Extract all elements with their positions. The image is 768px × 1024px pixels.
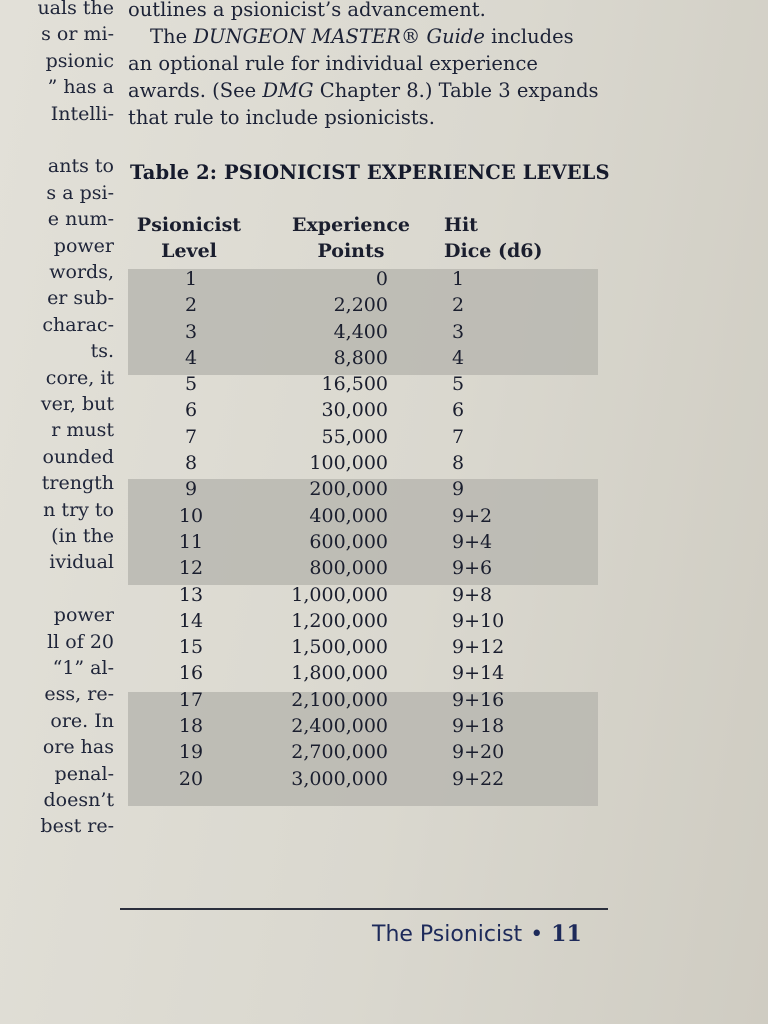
left-column-line: e num- <box>47 208 114 231</box>
level-cell: 3 <box>184 320 198 343</box>
xp-cell: 600,000 <box>309 530 388 553</box>
xp-cell: 3,000,000 <box>291 767 388 790</box>
left-column-line: ver, but <box>40 393 114 415</box>
level-cell: 6 <box>184 399 198 422</box>
table-row <box>128 555 598 581</box>
header-hd-line2: Dice (d6) <box>444 240 543 262</box>
xp-cell: 2,100,000 <box>291 688 388 711</box>
left-column-line: “1” al- <box>52 657 114 679</box>
xp-cell: 1,800,000 <box>291 662 388 685</box>
xp-cell: 0 <box>375 268 388 290</box>
hit-dice-cell: 3 <box>452 320 465 343</box>
hit-dice-cell: 9+20 <box>452 741 505 764</box>
intro-p2-mid: includes an optional rule for individual experience awards. (See <box>128 25 574 102</box>
hit-dice-cell: 9+12 <box>452 636 505 659</box>
hit-dice-cell: 9+16 <box>452 688 505 711</box>
hit-dice-cell: 9+2 <box>452 504 493 527</box>
level-cell: 17 <box>178 688 204 711</box>
level-cell: 4 <box>184 346 198 369</box>
xp-cell: 4,400 <box>333 320 388 343</box>
left-column-line: charac- <box>42 313 114 336</box>
table-row <box>128 739 598 765</box>
left-column-line: ts. <box>90 340 114 363</box>
table-row <box>128 660 598 686</box>
table-row <box>128 503 598 529</box>
intro-text <box>128 0 603 131</box>
left-column-line: words, <box>49 261 114 283</box>
left-column-line: doesn’t <box>43 789 114 811</box>
table-row <box>128 292 598 318</box>
hit-dice-cell: 4 <box>452 346 465 369</box>
left-column-line: ants to <box>47 155 114 178</box>
table-body <box>128 266 598 792</box>
level-cell: 1 <box>184 268 198 290</box>
hit-dice-cell: 7 <box>452 425 465 448</box>
xp-cell: 1,500,000 <box>291 636 388 659</box>
hit-dice-cell: 9+8 <box>452 583 493 606</box>
table-row <box>128 345 598 371</box>
left-column-line: power <box>53 604 114 627</box>
intro-p2-suffix: Chapter 8.) Table 3 expands that rule to include psionicists. <box>128 79 599 129</box>
intro-p2-italic: DUNGEON MASTER® Guide <box>193 25 485 48</box>
header-level-line1: Psionicist <box>136 214 242 236</box>
left-column-line: n try to <box>43 498 114 521</box>
left-column-line: core, it <box>45 366 114 389</box>
level-cell: 19 <box>178 741 204 764</box>
left-column-line: ll of 20 <box>47 630 114 653</box>
hit-dice-cell: 5 <box>452 373 465 396</box>
xp-cell: 1,200,000 <box>291 609 388 632</box>
left-column-line: power <box>53 234 114 257</box>
level-cell: 2 <box>184 294 198 317</box>
left-column-line: uals the <box>37 0 114 19</box>
level-cell: 20 <box>178 767 204 790</box>
left-column-line: s a psi- <box>46 181 114 204</box>
left-column-line: best re- <box>40 815 114 838</box>
hit-dice-cell: 2 <box>452 294 465 317</box>
level-cell: 16 <box>178 662 204 685</box>
xp-cell: 2,400,000 <box>291 715 388 738</box>
hit-dice-cell: 9+22 <box>452 767 505 790</box>
table-row <box>128 319 598 345</box>
left-column-line: ividual <box>49 551 114 574</box>
table-row <box>128 397 598 423</box>
xp-cell: 800,000 <box>309 557 388 580</box>
left-column-text <box>0 0 120 860</box>
left-column-line: ” has a <box>47 76 114 99</box>
table-row <box>128 424 598 450</box>
table-row <box>128 634 598 660</box>
left-column-line: Intelli- <box>50 102 114 125</box>
footer-title: The Psionicist <box>372 922 523 947</box>
header-xp-line1: Experience <box>292 214 410 236</box>
level-cell: 18 <box>178 715 204 738</box>
xp-cell: 16,500 <box>321 373 388 396</box>
level-cell: 9 <box>184 478 198 501</box>
footer-bullet: • <box>530 922 544 947</box>
intro-p2-italic2: DMG <box>262 79 314 102</box>
left-column-line: ore. In <box>50 709 114 732</box>
xp-cell: 200,000 <box>309 478 388 501</box>
table-row <box>128 371 598 397</box>
table-row <box>128 687 598 713</box>
table-row <box>128 713 598 739</box>
hit-dice-cell: 9+18 <box>452 715 505 738</box>
header-xp-line2: Points <box>317 240 385 262</box>
table-row <box>128 476 598 502</box>
xp-cell: 100,000 <box>309 452 388 475</box>
intro-p2-prefix: The <box>150 25 194 48</box>
xp-cell: 2,200 <box>333 294 388 317</box>
hit-dice-cell: 9 <box>452 478 465 501</box>
header-level <box>134 212 244 264</box>
table-row <box>128 529 598 555</box>
left-column-line: psionic <box>45 49 114 72</box>
level-cell: 13 <box>178 583 204 606</box>
table-row <box>128 266 598 292</box>
left-column-line: (in the <box>51 525 114 547</box>
page-footer <box>372 921 582 947</box>
left-column-line: er sub- <box>47 287 114 310</box>
xp-cell: 400,000 <box>309 504 388 527</box>
xp-cell: 30,000 <box>321 399 388 422</box>
xp-cell: 1,000,000 <box>291 583 388 606</box>
left-column-line: s or mi- <box>41 23 114 46</box>
hit-dice-cell: 1 <box>452 268 465 290</box>
header-xp <box>286 212 416 264</box>
xp-cell: 55,000 <box>321 425 388 448</box>
footer-rule <box>120 908 608 910</box>
level-cell: 5 <box>184 373 198 396</box>
left-column-line: trength <box>41 472 114 495</box>
table-row <box>128 766 598 792</box>
level-cell: 10 <box>178 504 204 527</box>
header-hit-dice <box>444 212 564 264</box>
hit-dice-cell: 9+14 <box>452 662 505 685</box>
level-cell: 15 <box>178 636 204 659</box>
left-column-line: r must <box>51 419 114 442</box>
table-title: Table 2: PSIONICIST EXPERIENCE LEVELS <box>130 161 610 184</box>
left-column-line: ounded <box>42 445 114 468</box>
xp-cell: 2,700,000 <box>291 741 388 764</box>
page-number: 11 <box>551 921 582 947</box>
level-cell: 8 <box>184 452 198 475</box>
intro-line-1: outlines a psionicist’s advancement. <box>128 0 486 21</box>
table-row <box>128 450 598 476</box>
hit-dice-cell: 9+6 <box>452 557 493 580</box>
hit-dice-cell: 8 <box>452 452 465 475</box>
intro-paragraph <box>128 23 603 131</box>
xp-cell: 8,800 <box>333 346 388 369</box>
left-column-line: ore has <box>42 736 114 759</box>
left-column-line: penal- <box>54 762 114 785</box>
header-level-line2: Level <box>161 240 217 262</box>
level-cell: 14 <box>178 609 204 632</box>
table-row <box>128 608 598 634</box>
hit-dice-cell: 6 <box>452 399 465 422</box>
level-cell: 7 <box>184 425 198 448</box>
left-column-line: ess, re- <box>44 683 114 706</box>
hit-dice-cell: 9+10 <box>452 609 505 632</box>
table-row <box>128 582 598 608</box>
level-cell: 12 <box>178 557 204 580</box>
hit-dice-cell: 9+4 <box>452 530 493 553</box>
header-hd-line1: Hit <box>444 214 478 236</box>
level-cell: 11 <box>178 530 204 553</box>
